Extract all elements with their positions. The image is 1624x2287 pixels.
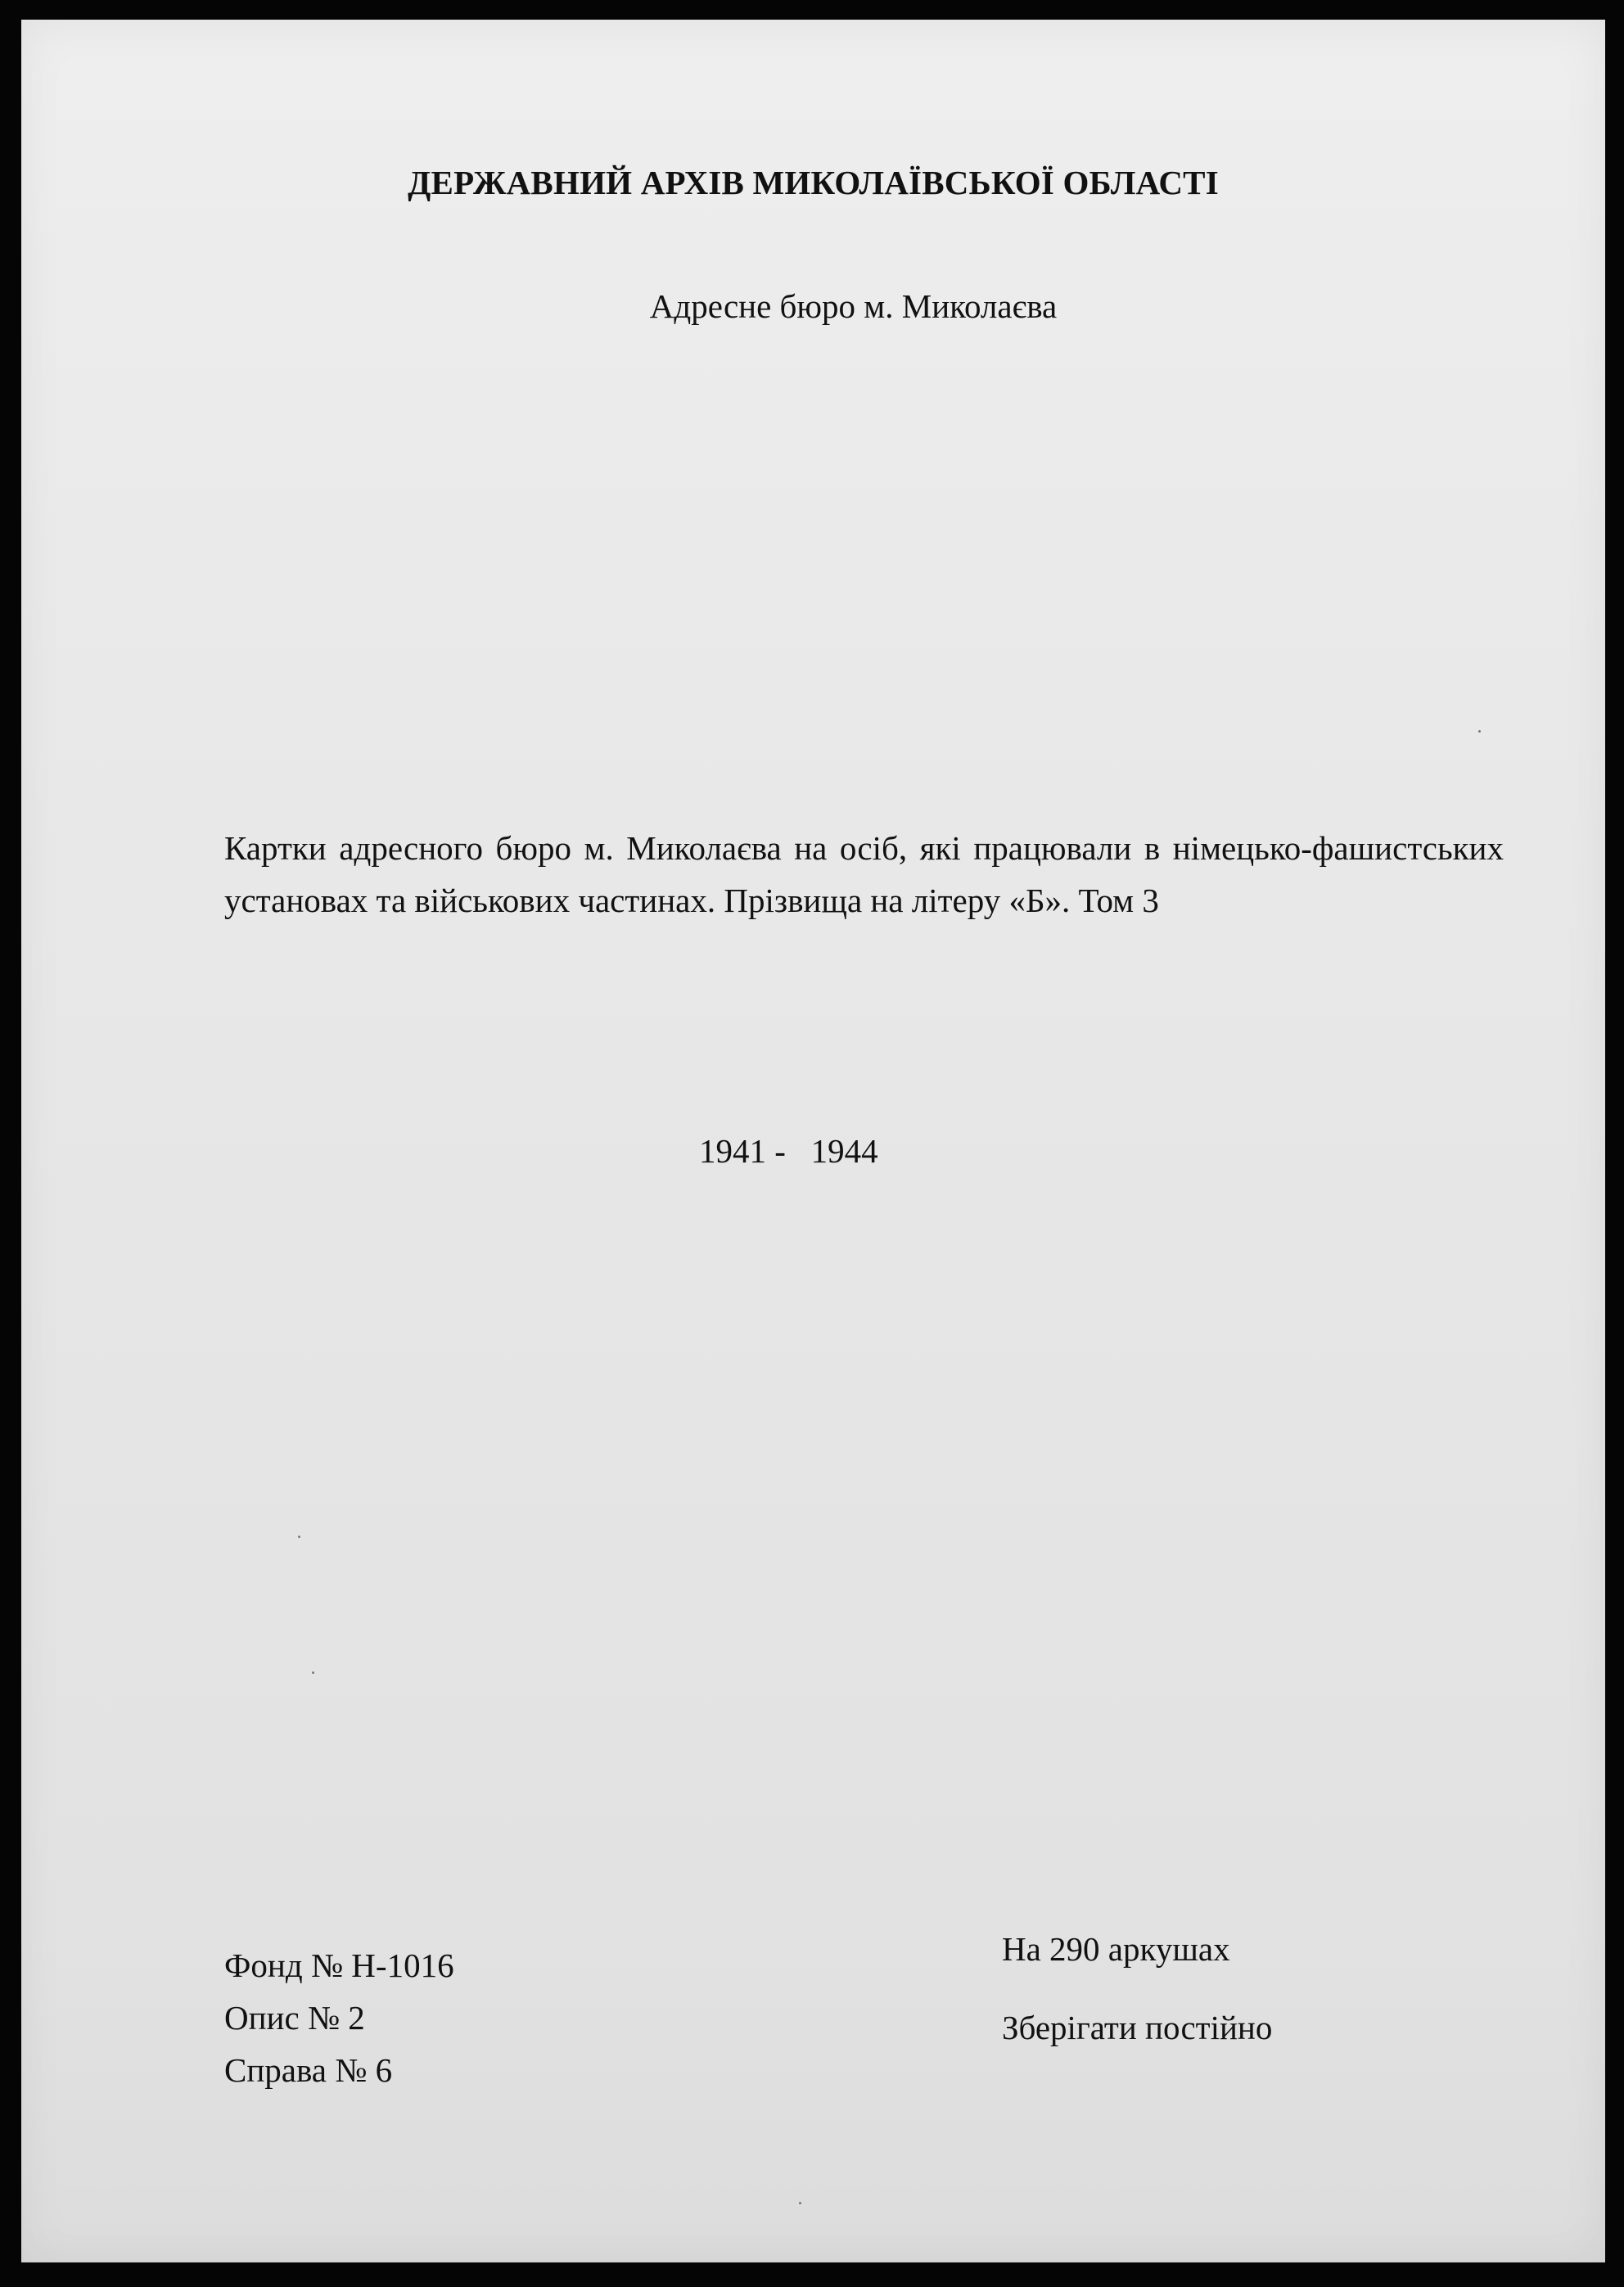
fond-number: Фонд № Н-1016 bbox=[224, 1946, 454, 1984]
paper-speck bbox=[799, 2202, 801, 2204]
archive-cover-sheet bbox=[21, 20, 1605, 2262]
paper-speck bbox=[1478, 730, 1481, 733]
storage-info-block bbox=[1002, 1929, 1272, 2047]
sprava-number: Справа № 6 bbox=[224, 2051, 393, 2089]
case-description: Картки адресного бюро м. Миколаєва на осіб, які працювали в німецько-фашистських установах та військових частинах. Прізвища на літеру «Б». Том 3 bbox=[224, 829, 1504, 919]
period-start: 1941 - bbox=[699, 1132, 786, 1170]
bureau-name: Адресне бюро м. Миколаєва bbox=[649, 287, 1058, 325]
paper-speck bbox=[312, 1671, 314, 1674]
sheet-count: На 290 аркушах bbox=[1002, 1930, 1230, 1968]
storage-term: Зберігати постійно bbox=[1002, 2009, 1273, 2046]
opys-number: Опис № 2 bbox=[224, 1999, 365, 2037]
archive-title: ДЕРЖАВНИЙ АРХІВ МИКОЛАЇВСЬКОЇ ОБЛАСТІ bbox=[408, 164, 1219, 201]
archive-reference-block bbox=[224, 1939, 454, 2096]
date-range bbox=[699, 1131, 878, 1171]
period-end: 1944 bbox=[810, 1132, 878, 1170]
paper-speck bbox=[298, 1536, 300, 1538]
